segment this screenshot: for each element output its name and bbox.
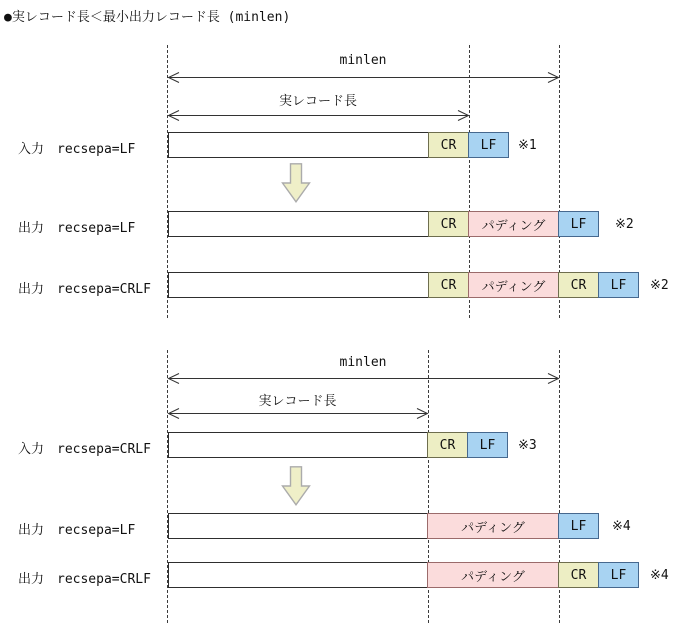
record-data-segment xyxy=(168,211,429,237)
cr-segment: CR xyxy=(428,211,469,237)
cr-segment: CR xyxy=(428,272,469,298)
padding-segment: パディング xyxy=(468,272,559,298)
d1-reclen-arrow xyxy=(167,109,470,122)
cr-segment: CR xyxy=(558,272,599,298)
d1-row1-label: 入力 recsepa=LF xyxy=(18,142,136,157)
d1-row1-record-bar xyxy=(168,132,509,158)
record-data-segment xyxy=(168,432,428,458)
d1-minlen-label: minlen xyxy=(339,53,387,68)
d2-row1-record-bar xyxy=(168,432,508,458)
padding-segment: パディング xyxy=(427,513,559,539)
lf-segment: LF xyxy=(558,513,599,539)
d2-row1-note: ※3 xyxy=(518,438,537,453)
cr-segment: CR xyxy=(558,562,599,588)
record-data-segment xyxy=(168,272,429,298)
d2-row2-note: ※4 xyxy=(612,519,631,534)
lf-segment: LF xyxy=(598,272,639,298)
lf-segment: LF xyxy=(598,562,639,588)
d2-row1-label: 入力 recsepa=CRLF xyxy=(18,442,151,457)
d2-row3-record-bar xyxy=(168,562,639,588)
d2-row2-label: 出力 recsepa=LF xyxy=(18,523,136,538)
record-data-segment xyxy=(168,513,428,539)
d2-row3-label: 出力 recsepa=CRLF xyxy=(18,572,151,587)
record-data-segment xyxy=(168,562,428,588)
d2-row2-record-bar xyxy=(168,513,599,539)
d1-reclen-label: 実レコード長 xyxy=(278,94,357,109)
padding-segment: パディング xyxy=(427,562,559,588)
d2-minlen-arrow xyxy=(167,372,560,385)
d1-row2-note: ※2 xyxy=(615,217,634,232)
down-arrow-icon xyxy=(281,466,311,506)
d1-row3-record-bar xyxy=(168,272,639,298)
lf-segment: LF xyxy=(558,211,599,237)
d1-minlen-arrow xyxy=(167,71,560,84)
d2-minlen-label: minlen xyxy=(339,355,387,370)
figure-title: ●実レコード長＜最小出力レコード長 (minlen) xyxy=(4,10,291,25)
d1-row3-label: 出力 recsepa=CRLF xyxy=(18,282,151,297)
cr-segment: CR xyxy=(428,132,469,158)
d1-row2-label: 出力 recsepa=LF xyxy=(18,221,136,236)
d2-row3-note: ※4 xyxy=(650,568,669,583)
d1-row2-record-bar xyxy=(168,211,599,237)
d1-row3-note: ※2 xyxy=(650,278,669,293)
lf-segment: LF xyxy=(468,132,509,158)
d1-row1-note: ※1 xyxy=(518,138,537,153)
d2-reclen-arrow xyxy=(167,407,429,420)
cr-segment: CR xyxy=(427,432,468,458)
padding-segment: パディング xyxy=(468,211,559,237)
record-data-segment xyxy=(168,132,429,158)
down-arrow-icon xyxy=(281,163,311,203)
d2-reclen-label: 実レコード長 xyxy=(258,394,337,409)
lf-segment: LF xyxy=(467,432,508,458)
